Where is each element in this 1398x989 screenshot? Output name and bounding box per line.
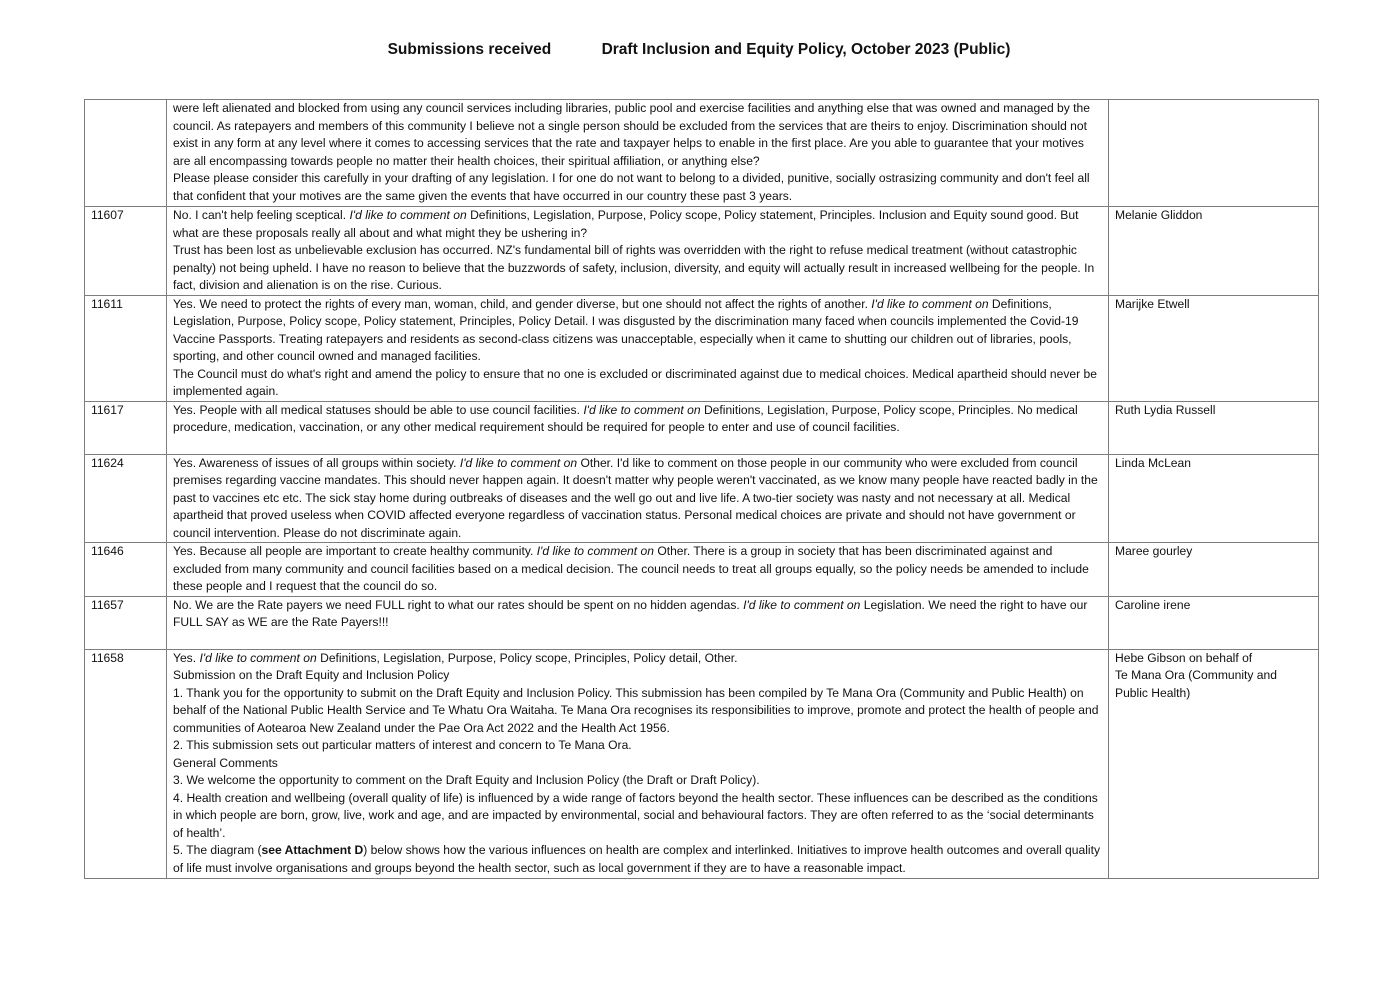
submissions-table-body <box>85 100 1319 879</box>
paragraph-text: ) below shows how the various influences on health are complex and interlinked. Initiatives to improve health outcomes and overall quality of life must involve organisations and groups beyond the health sector, such as local government if they are to have a reasonable impact. <box>173 843 1101 875</box>
submission-id-cell: 11658 <box>85 649 167 878</box>
attachment-reference: see Attachment D <box>261 843 364 857</box>
paragraph-text: 2. This submission sets out particular matters of interest and concern to Te Mana Ora. <box>173 738 632 752</box>
submission-paragraph <box>173 755 1102 773</box>
paragraph-text: Please please consider this carefully in your drafting of any legislation. I for one do not want to belong to a divided, punitive, socially ostrasizing community and don't feel all that confident that your motives are the same given the events that have occurred in our country these past 3 years. <box>173 171 1090 203</box>
submission-paragraph <box>173 296 1102 366</box>
submission-text-cell <box>167 454 1109 543</box>
paragraph-text: Other. There is a group in society that has been discriminated against and excluded from many community and council facilities based on a medical decision. The council needs to treat all groups equally, so the policy needs be amended to include these people and I request that the council do so. <box>173 544 1089 593</box>
submitter-name-cell <box>1109 454 1319 543</box>
paragraph-text: 3. We welcome the opportunity to comment on the Draft Equity and Inclusion Policy (the Draft or Draft Policy). <box>173 773 760 787</box>
submission-id-cell: 11611 <box>85 295 167 401</box>
submission-text-cell <box>167 207 1109 296</box>
paragraph-text: 4. Health creation and wellbeing (overall quality of life) is influenced by a wide range of factors beyond the health sector. These influences can be described as the conditions in which people are born, grow, live, work and age, and are impacted by environmental, social and behavioural factors. They are often referred to as the ‘social determinants of health’. <box>173 790 1098 840</box>
submission-paragraph <box>173 170 1102 205</box>
table-row <box>85 454 1319 543</box>
table-row <box>85 543 1319 597</box>
submission-paragraph <box>173 242 1102 295</box>
comment-prompt-text: I'd like to comment on <box>459 455 578 470</box>
submission-paragraph <box>173 842 1102 877</box>
submission-paragraph <box>173 597 1102 632</box>
submission-text-cell <box>167 596 1109 649</box>
paragraph-text: 5. The diagram ( <box>173 843 262 857</box>
submitter-name-cell <box>1109 295 1319 401</box>
paragraph-text: 1. Thank you for the opportunity to submit on the Draft Equity and Inclusion Policy. This submission has been compiled by Te Mana Ora (Community and Public Health) on behalf of the National Public Health Service and Te Whatu Ora Waitaha. Te Mana Ora recognises its responsibilities to improve, promote and protect the health of people and communities of Aotearoa New Zealand under the Pae Ora Act 2022 and the Health Act 1956. <box>173 685 1099 735</box>
submitter-name: Ruth Lydia Russell <box>1115 402 1216 417</box>
paragraph-text: No. I can't help feeling sceptical. <box>173 208 350 222</box>
paragraph-text: Definitions, Legislation, Purpose, Policy scope, Policy statement, Principles, Policy Detail. I was disgusted by the discrimination many faced when councils implemented the Covid-19 Vaccine Passports. Treating ratepayers and residents as second-class citizens was unacceptable, especially when it came to shutting our children out of libraries, pools, sporting, and other council owned and managed facilities. <box>173 296 1079 363</box>
header-subtitle: Draft Inclusion and Equity Policy, October 2023 (Public) <box>601 41 1011 58</box>
submission-id-cell <box>85 100 167 207</box>
table-row <box>85 649 1319 878</box>
submission-text-cell <box>167 649 1109 878</box>
submitter-name-cell <box>1109 100 1319 207</box>
table-row <box>85 207 1319 296</box>
submitter-name: Public Health) <box>1115 685 1191 700</box>
submission-paragraph <box>173 207 1102 242</box>
submitter-name: Hebe Gibson on behalf of <box>1115 650 1253 665</box>
submission-paragraph <box>173 650 1102 668</box>
table-row <box>85 295 1319 401</box>
submission-paragraph <box>173 366 1102 401</box>
table-row <box>85 100 1319 207</box>
submission-paragraph <box>173 402 1102 437</box>
paragraph-text: Definitions, Legislation, Purpose, Policy scope, Principles, Policy detail, Other. <box>316 650 738 665</box>
submitter-name-cell <box>1109 401 1319 454</box>
paragraph-text: Trust has been lost as unbelievable exclusion has occurred. NZ's fundamental bill of rights was overridden with the right to refuse medical treatment (without catastrophic penalty) not being upheld. I have no reason to believe that the buzzwords of safety, inclusion, diversity, and equity will actually result in increased wellbeing for the people. In fact, division and alienation is on the rise. Curious. <box>173 243 1095 292</box>
comment-prompt-text: I'd like to comment on <box>583 402 701 417</box>
paragraph-text: Yes. <box>173 650 200 665</box>
submission-paragraph <box>173 737 1102 755</box>
paragraph-text: Yes. Awareness of issues of all groups within society. <box>173 455 460 470</box>
submitter-name-cell <box>1109 543 1319 597</box>
submission-id-cell: 11624 <box>85 454 167 543</box>
paragraph-text: No. We are the Rate payers we need FULL right to what our rates should be spent on no hidden agendas. <box>173 597 744 612</box>
comment-prompt-text: I'd like to comment on <box>743 597 861 612</box>
paragraph-text: General Comments <box>173 755 278 770</box>
table-row <box>85 596 1319 649</box>
submitter-name-cell <box>1109 649 1319 878</box>
submission-paragraph <box>173 667 1102 685</box>
submitter-name: Marijke Etwell <box>1115 296 1190 311</box>
submission-text-cell <box>167 543 1109 597</box>
comment-prompt-text: I'd like to comment on <box>871 296 989 311</box>
submitter-name-cell <box>1109 596 1319 649</box>
paragraph-text: Yes. People with all medical statuses should be able to use council facilities. <box>173 402 584 417</box>
submission-paragraph <box>173 772 1102 790</box>
paragraph-text: Definitions, Legislation, Purpose, Policy scope, Principles. No medical procedure, medication, vaccination, or any other medical requirement should be required for people to enter and use of council facilities. <box>173 402 1078 434</box>
submission-text-cell <box>167 295 1109 401</box>
submitter-name: Linda McLean <box>1115 455 1191 470</box>
submitter-name-cell <box>1109 207 1319 296</box>
comment-prompt-text: I'd like to comment on <box>199 650 317 665</box>
submitter-name: Melanie Gliddon <box>1115 208 1203 222</box>
page-header <box>0 41 1398 59</box>
submission-paragraph <box>173 543 1102 596</box>
submitter-name: Te Mana Ora (Community and <box>1115 668 1277 682</box>
paragraph-text: Submission on the Draft Equity and Inclusion Policy <box>173 668 450 682</box>
comment-prompt-text: I'd like to comment on <box>536 544 654 558</box>
submission-id-cell: 11657 <box>85 596 167 649</box>
submissions-table <box>84 99 1319 879</box>
submission-paragraph <box>173 685 1102 738</box>
submission-text-cell <box>167 100 1109 207</box>
paragraph-text: The Council must do what's right and amend the policy to ensure that no one is excluded or discriminated against due to medical choices. Medical apartheid should never be implemented again. <box>173 366 1097 398</box>
header-title: Submissions received <box>387 41 552 58</box>
submitter-name: Caroline irene <box>1115 597 1191 612</box>
submission-id-cell: 11646 <box>85 543 167 597</box>
paragraph-text: Yes. We need to protect the rights of every man, woman, child, and gender diverse, but one should not affect the rights of another. <box>173 296 872 311</box>
submitter-name: Maree gourley <box>1115 544 1193 558</box>
paragraph-text: were left alienated and blocked from using any council services including libraries, public pool and exercise facilities and anything else that was owned and managed by the council. As ratepayers and members of this community I believe not a single person should be excluded from the services that are theirs to enjoy. Discrimination should not exist in any form at any level where it comes to accessing services that the rate and taxpayer helps to enable in the first place. Are you able to guarantee that your motives are all encompassing towards people no matter their health choices, their spiritual affiliation, or anything else? <box>173 101 1090 168</box>
paragraph-text: Other. I'd like to comment on those people in our community who were excluded from council premises regarding vaccine mandates. This should never happen again. It doesn't matter why people weren't vaccinated, as we know many people have reacted badly in the past to vaccines etc etc. The sick stay home during outbreaks of diseases and the well go out and live life. A two-tier society was nasty and not necessary at all. Medical apartheid that proved useless when COVID affected everyone regardless of vaccination status. Personal medical choices are private and should not have government or council intervention. Please do not discriminate again. <box>173 455 1098 540</box>
paragraph-text: Definitions, Legislation, Purpose, Policy scope, Policy statement, Principles. Inclusion and Equity sound good. But what are these proposals really all about and what might they be ushering in? <box>173 208 1079 240</box>
submission-id-cell: 11617 <box>85 401 167 454</box>
submission-paragraph <box>173 100 1102 170</box>
paragraph-text: Legislation. We need the right to have our FULL SAY as WE are the Rate Payers!!! <box>173 597 1088 629</box>
submission-id-cell: 11607 <box>85 207 167 296</box>
submission-paragraph <box>173 455 1102 543</box>
comment-prompt-text: I'd like to comment on <box>349 208 467 222</box>
submission-paragraph <box>173 790 1102 843</box>
table-row <box>85 401 1319 454</box>
paragraph-text: Yes. Because all people are important to create healthy community. <box>173 544 537 558</box>
submission-text-cell <box>167 401 1109 454</box>
